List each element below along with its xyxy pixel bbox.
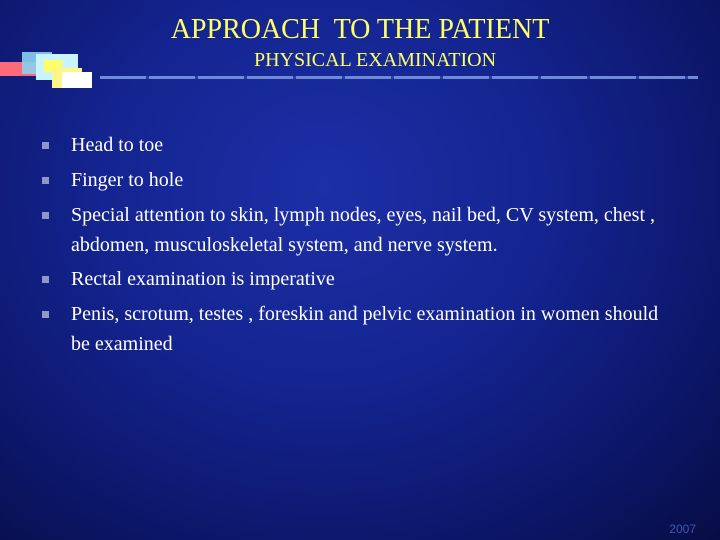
- slide-title: APPROACH TO THE PATIENT: [170, 14, 550, 45]
- square-bullet-icon: [42, 142, 49, 149]
- bullet-item: [42, 299, 662, 359]
- bullet-list: [42, 130, 662, 363]
- bullet-text: Rectal examination is imperative: [71, 268, 335, 290]
- square-bullet-icon: [42, 276, 49, 283]
- square-bullet-icon: [42, 311, 49, 318]
- bullet-item: [42, 130, 662, 161]
- bullet-item: [42, 165, 662, 196]
- footer-year: 2007: [669, 522, 696, 536]
- title-divider: [100, 76, 698, 79]
- bullet-text: Special attention to skin, lymph nodes, eyes, nail bed, CV system, chest , abdomen, musculoskeletal system, and nerve system.: [71, 204, 655, 256]
- bullet-item: [42, 200, 662, 260]
- bullet-text: Head to toe: [71, 134, 164, 156]
- bullet-text: Penis, scrotum, testes , foreskin and pelvic examination in women should be examined: [71, 303, 659, 355]
- square-bullet-icon: [42, 212, 49, 219]
- bullet-text: Finger to hole: [71, 169, 184, 191]
- square-bullet-icon: [42, 177, 49, 184]
- slide-subtitle: PHYSICAL EXAMINATION: [253, 49, 497, 71]
- bullet-item: [42, 264, 662, 295]
